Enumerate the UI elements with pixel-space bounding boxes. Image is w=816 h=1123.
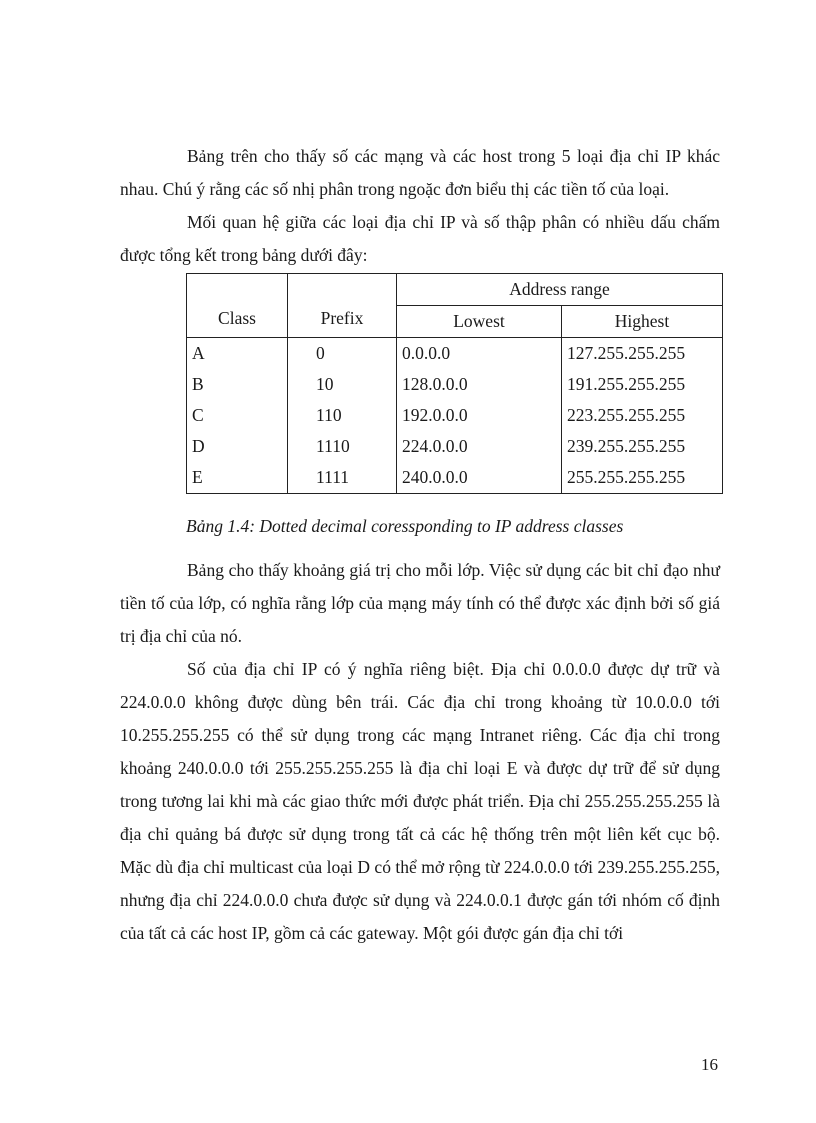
header-lowest: Lowest: [397, 306, 562, 338]
header-highest: Highest: [562, 306, 723, 338]
table-row: [187, 338, 723, 370]
cell-highest: 127.255.255.255: [562, 338, 723, 370]
paragraph-table-intro: Mối quan hệ giữa các loại địa chỉ IP và số thập phân có nhiều dấu chấm được tổng kết trong bảng dưới đây:: [120, 212, 720, 265]
cell-highest: 239.255.255.255: [562, 431, 723, 462]
cell-prefix: 110: [288, 400, 397, 431]
cell-highest: 223.255.255.255: [562, 400, 723, 431]
address-class-table: [186, 273, 723, 494]
page-number: 16: [701, 1055, 718, 1074]
cell-prefix: 0: [288, 338, 397, 370]
paragraph-class-range: Bảng cho thấy khoảng giá trị cho mỗi lớp. Việc sử dụng các bit chỉ đạo như tiền tố của lớp, có nghĩa rằng lớp của mạng máy tính có thể được xác định bởi số giá trị địa chỉ của nó.: [120, 560, 720, 646]
cell-class: B: [187, 369, 288, 400]
cell-prefix: 1110: [288, 431, 397, 462]
cell-class: E: [187, 462, 288, 494]
cell-lowest: 192.0.0.0: [397, 400, 562, 431]
cell-prefix: 10: [288, 369, 397, 400]
cell-lowest: 128.0.0.0: [397, 369, 562, 400]
table-caption: Bảng 1.4: Dotted decimal coressponding to IP address classes: [186, 516, 624, 536]
paragraph-special-addresses: Số của địa chỉ IP có ý nghĩa riêng biệt. Địa chỉ 0.0.0.0 được dự trữ và 224.0.0.0 không được dùng bên trái. Các địa chỉ trong khoảng từ 10.0.0.0 tới 10.255.255.255 có thể sử dụng trong các mạng Intranet riêng. Các địa chỉ trong khoảng 240.0.0.0 tới 255.255.255.255 là địa chỉ loại E và được dự trữ để sử dụng trong tương lai khi mà các giao thức mới được phát triển. Địa chỉ 255.255.255.255 là địa chỉ quảng bá được sử dụng trong tất cả các hệ thống trên một liên kết cục bộ. Mặc dù địa chỉ multicast của loại D có thể mở rộng từ 224.0.0.0 tới 239.255.255.255, nhưng địa chỉ 224.0.0.0 chưa được sử dụng và 224.0.0.1 được gán tới nhóm cố định của tất cả các host IP, gồm cả các gateway. Một gói được gán địa chỉ tới: [120, 659, 720, 943]
cell-highest: 191.255.255.255: [562, 369, 723, 400]
page-content: [120, 140, 720, 950]
table-row: [187, 431, 723, 462]
header-prefix: Prefix: [288, 274, 397, 338]
cell-prefix: 1111: [288, 462, 397, 494]
table-row: [187, 369, 723, 400]
cell-class: C: [187, 400, 288, 431]
header-class: Class: [187, 274, 288, 338]
header-address-range: Address range: [397, 274, 723, 306]
table-row: [187, 462, 723, 494]
cell-lowest: 240.0.0.0: [397, 462, 562, 494]
cell-lowest: 0.0.0.0: [397, 338, 562, 370]
cell-highest: 255.255.255.255: [562, 462, 723, 494]
cell-class: D: [187, 431, 288, 462]
table-row: [187, 400, 723, 431]
cell-lowest: 224.0.0.0: [397, 431, 562, 462]
cell-class: A: [187, 338, 288, 370]
paragraph-intro: Bảng trên cho thấy số các mạng và các host trong 5 loại địa chỉ IP khác nhau. Chú ý rằng các số nhị phân trong ngoặc đơn biểu thị các tiền tố của loại.: [120, 146, 720, 199]
